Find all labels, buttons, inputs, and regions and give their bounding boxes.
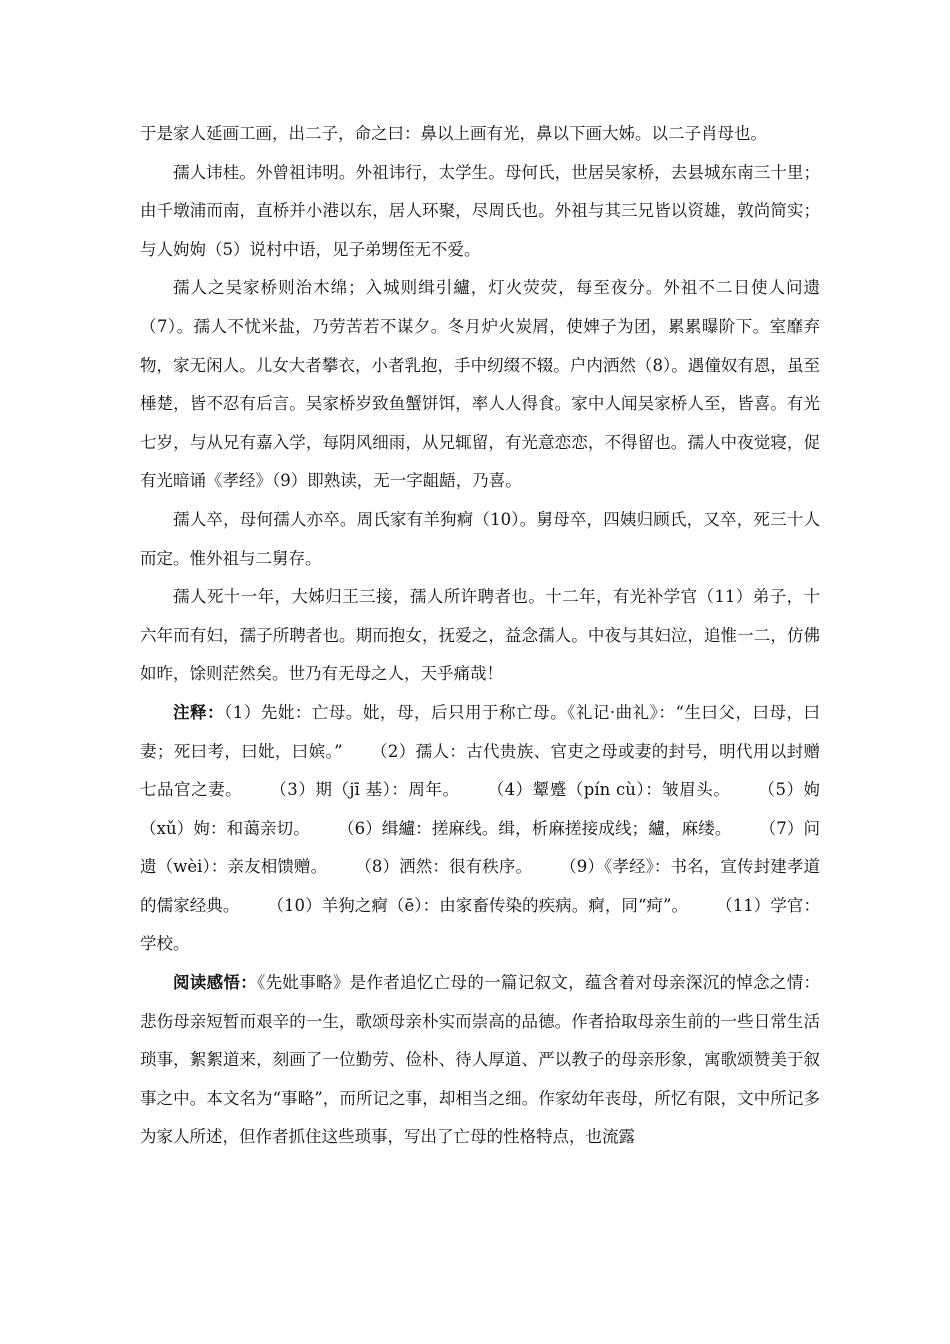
note-8: （8）洒然：很有秩序。	[363, 857, 533, 877]
note-9: （9）《孝经》：书名，宣传封建孝道的儒家经典。	[140, 857, 820, 915]
paragraph-4: 孺人卒，母何孺人亦卒。周氏家有羊狗痾（10）。舅母卒，四姨归顾氏，又卒，死三十人而定。惟外祖与二舅存。	[140, 509, 820, 568]
paragraph-1: 于是家人延画工画，出二子，命之曰：鼻以上画有光，鼻以下画大姊。以二子肖母也。	[140, 124, 767, 143]
reflection-label: 阅读感悟：	[173, 973, 258, 993]
note-3: （3）期（jī 基）：周年。	[278, 780, 460, 800]
note-5: （5）姁（xǔ）姁：和蔼亲切。	[140, 780, 821, 838]
document-body	[140, 115, 820, 1157]
note-1: （1）先妣：亡母。妣，母，后只用于称亡母。《礼记·曲礼》：“生曰父，曰母，曰妻；死曰考，曰妣，曰嫔。”	[140, 702, 820, 761]
paragraph-3: 孺人之吴家桥则治木绵；入城则缉引纑，灯火荧荧，每至夜分。外祖不二日使人问遗（7）。孺人不忧米盐，乃劳苦若不谋夕。冬月炉火炭屑，使婢子为团，累累曝阶下。室靡弃物，家无闲人。儿女大者攀衣，小者乳抱，手中纫缀不辍。户内洒然（8）。遇僮奴有恩，虽至棰楚，皆不忍有后言。吴家桥岁致鱼蟹饼饵，率人人得食。家中人闻吴家桥人至，皆喜。有光七岁，与从兄有嘉入学，每阴风细雨，从兄辄留，有光意恋恋，不得留也。孺人中夜觉寝，促有光暗诵《孝经》（9）即熟读，无一字龃龉，乃喜。	[140, 278, 820, 491]
note-6: （6）缉纑：搓麻线。缉，析麻搓接成线；纑，麻缕。	[346, 818, 732, 838]
notes-section	[140, 694, 820, 964]
notes-label: 注释：	[173, 702, 225, 722]
note-7: （7）问遗（wèi）：亲友相馈赠。	[140, 818, 821, 877]
note-11: （11）学官：学校。	[140, 895, 820, 954]
reflection-section	[140, 964, 820, 1157]
note-4: （4）颦蹙（pín cù）：皱眉头。	[495, 780, 731, 800]
reflection-text: 《先妣事略》是作者追忆亡母的一篇记叙文，蕴含着对母亲深沉的悼念之情：悲伤母亲短暂而艰辛的一生，歌颂母亲朴实而崇高的品德。作者拾取母亲生前的一些日常生活琐事，絮絮道来，刻画了一位勤劳、俭朴、待人厚道、严以教子的母亲形象，寓歌颂赞美于叙事之中。本文名为“事略”，而所记之事，却相当之细。作家幼年丧母，所忆有限，文中所记多为家人所述，但作者抓住这些琐事，写出了亡母的性格特点，也流露	[140, 973, 821, 1147]
paragraph-2: 孺人讳桂。外曾祖讳明。外祖讳行，太学生。母何氏，世居吴家桥，去县城东南三十里；由千墩浦而南，直桥并小港以东，居人环聚，尽周氏也。外祖与其三兄皆以资雄，敦尚简实；与人姁姁（5）说村中语，见子弟甥侄无不爱。	[140, 162, 820, 259]
note-2: （2）孺人：古代贵族、官吏之母或妻的封号，明代用以封赠七品官之妻。	[140, 741, 820, 800]
paragraph-5: 孺人死十一年，大姊归王三接，孺人所许聘者也。十二年，有光补学官（11）弟子，十六年而有妇，孺子所聘者也。期而抱女，抚爱之，益念孺人。中夜与其妇泣，追惟一二，仿佛如昨，馀则茫然矣。世乃有无母之人，天乎痛哉！	[140, 587, 820, 684]
note-10: （10）羊狗之痾（ē）：由家畜传染的疾病。痾，同“疴”。	[275, 895, 689, 915]
